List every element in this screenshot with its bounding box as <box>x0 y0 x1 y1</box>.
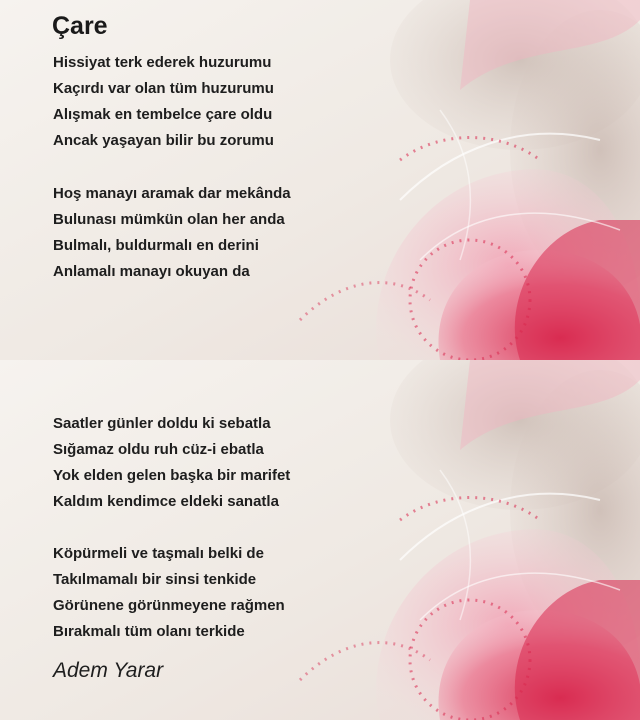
poem-line: Alışmak en tembelce çare oldu <box>53 106 273 123</box>
poem-line: Hoş manayı aramak dar mekânda <box>53 185 291 202</box>
stanza-2 <box>53 181 291 285</box>
stanza-1 <box>53 50 274 154</box>
poem-line: Yok elden gelen başka bir marifet <box>53 467 291 484</box>
poem-line: Görünene görünmeyene rağmen <box>53 597 285 614</box>
poem-line: Anlamalı manayı okuyan da <box>53 263 250 280</box>
poem-line: Saatler günler doldu ki sebatla <box>53 415 271 432</box>
poem-line: Bırakmalı tüm olanı terkide <box>53 623 245 640</box>
poem-line: Bulunası mümkün olan her anda <box>53 211 285 228</box>
poem-line: Hissiyat terk ederek huzurumu <box>53 54 272 71</box>
poem-line: Kaldım kendimce eldeki sanatla <box>53 493 279 510</box>
poem-title: Çare <box>52 12 108 40</box>
poem-line: Köpürmeli ve taşmalı belki de <box>53 545 264 562</box>
poem-line: Takılmamalı bir sinsi tenkide <box>53 571 257 588</box>
poem-line: Ancak yaşayan bilir bu zorumu <box>53 132 274 149</box>
stanza-3 <box>53 411 290 515</box>
poem-line: Kaçırdı var olan tüm huzurumu <box>53 80 274 97</box>
poem-line: Bulmalı, buldurmalı en derini <box>53 237 259 254</box>
poem-author: Adem Yarar <box>53 659 164 682</box>
stanza-4 <box>53 541 285 645</box>
poem-line: Sığamaz oldu ruh cüz-i ebatla <box>53 441 264 458</box>
